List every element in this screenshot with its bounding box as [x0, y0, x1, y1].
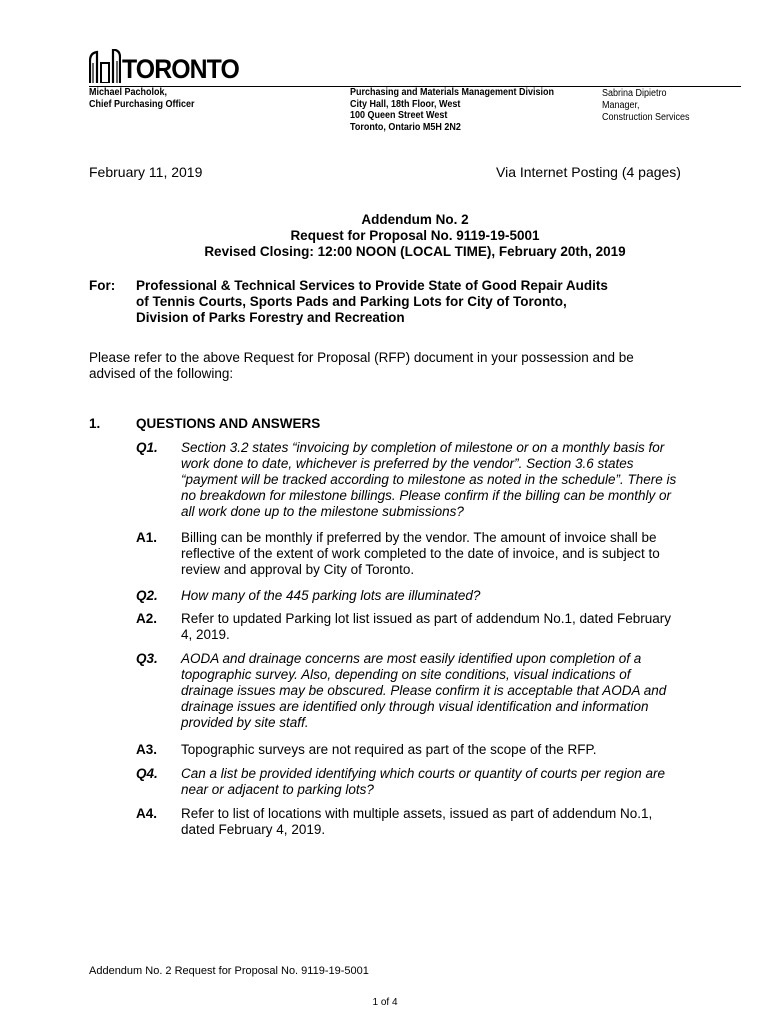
answer-label: A4. [136, 806, 158, 821]
answer-label: A2. [136, 611, 158, 626]
answer-text: Refer to updated Parking lot list issued as part of addendum No.1, dated February 4, 2019. [181, 611, 672, 642]
title-line: Addendum No. 2 [361, 212, 469, 227]
contact-line: Manager, [602, 100, 640, 111]
answer-text: Billing can be monthly if preferred by the vendor. The amount of invoice shall be reflective of the extent of work completed to the date of invoice, and is subject to review and approval by City of Toronto. [181, 530, 660, 577]
section-title: QUESTIONS AND ANSWERS [136, 416, 321, 431]
sender-title: Chief Purchasing Officer [89, 98, 195, 110]
question-label: Q1. [136, 440, 158, 455]
contact-line: Sabrina Dipietro [602, 88, 667, 99]
page-number: 1 of 4 [372, 997, 398, 1008]
division-address [350, 87, 554, 133]
answer-text: Topographic surveys are not required as part of the scope of the RFP. [181, 742, 597, 757]
city-of-toronto-logo [89, 47, 249, 83]
question-label: Q3. [136, 651, 158, 666]
logo-wordmark: TORONTO [122, 54, 239, 84]
question-text: How many of the 445 parking lots are illuminated? [181, 588, 481, 603]
sender-block [89, 87, 195, 110]
project-line: Division of Parks Forestry and Recreation [136, 310, 405, 325]
question-text: Section 3.2 states “invoicing by completion of milestone or on a monthly basis for work done to date, whichever is preferred by the vendor”. Section 3.6 states “payment will be tracked according to milestone as noted in the schedule”. There is no breakdown for milestone billings. Please confirm if the billing can be monthly or all work done up to the milestone submissions? [181, 440, 677, 519]
answer-text: Refer to list of locations with multiple assets, issued as part of addendum No.1, dated February 4, 2019. [181, 806, 653, 837]
division-line: Purchasing and Materials Management Division [350, 87, 555, 98]
letter-date: February 11, 2019 [89, 164, 203, 180]
answer-label: A1. [136, 530, 158, 545]
question-text: Can a list be provided identifying which courts or quantity of courts per region are near or adjacent to parking lots? [181, 766, 666, 797]
for-label: For: [89, 278, 116, 293]
question-label: Q2. [136, 588, 158, 603]
project-line: of Tennis Courts, Sports Pads and Parking Lots for City of Toronto, [136, 294, 567, 309]
question-label: Q4. [136, 766, 158, 781]
answer-label: A3. [136, 742, 158, 757]
title-line: Request for Proposal No. 9119-19-5001 [290, 228, 540, 243]
title-line: Revised Closing: 12:00 NOON (LOCAL TIME), February 20th, 2019 [204, 244, 626, 259]
contact-line: Construction Services [602, 112, 690, 123]
document-title [89, 212, 741, 260]
division-line: 100 Queen Street West [350, 110, 448, 121]
division-line: Toronto, Ontario M5H 2N2 [350, 121, 461, 133]
footer-reference: Addendum No. 2 Request for Proposal No. 9119-19-5001 [89, 965, 369, 977]
city-hall-icon [89, 49, 121, 83]
delivery-method: Via Internet Posting (4 pages) [496, 164, 681, 180]
contact-block [602, 88, 690, 124]
intro-paragraph: Please refer to the above Request for Proposal (RFP) document in your possession and be advised of the following: [89, 350, 634, 381]
division-line: City Hall, 18th Floor, West [350, 98, 461, 110]
sender-name: Michael Pacholok, [89, 87, 168, 98]
section-number: 1. [89, 416, 101, 431]
question-text: AODA and drainage concerns are most easily identified upon completion of a topographic survey. Also, depending on site conditions, visual indications of drainage issues may be obscured. Please confirm it is acceptable that AODA and drainage issues are identified only through visual identification and information provided by site staff. [181, 651, 667, 730]
project-description [136, 278, 608, 326]
project-line: Professional & Technical Services to Provide State of Good Repair Audits [136, 278, 608, 293]
